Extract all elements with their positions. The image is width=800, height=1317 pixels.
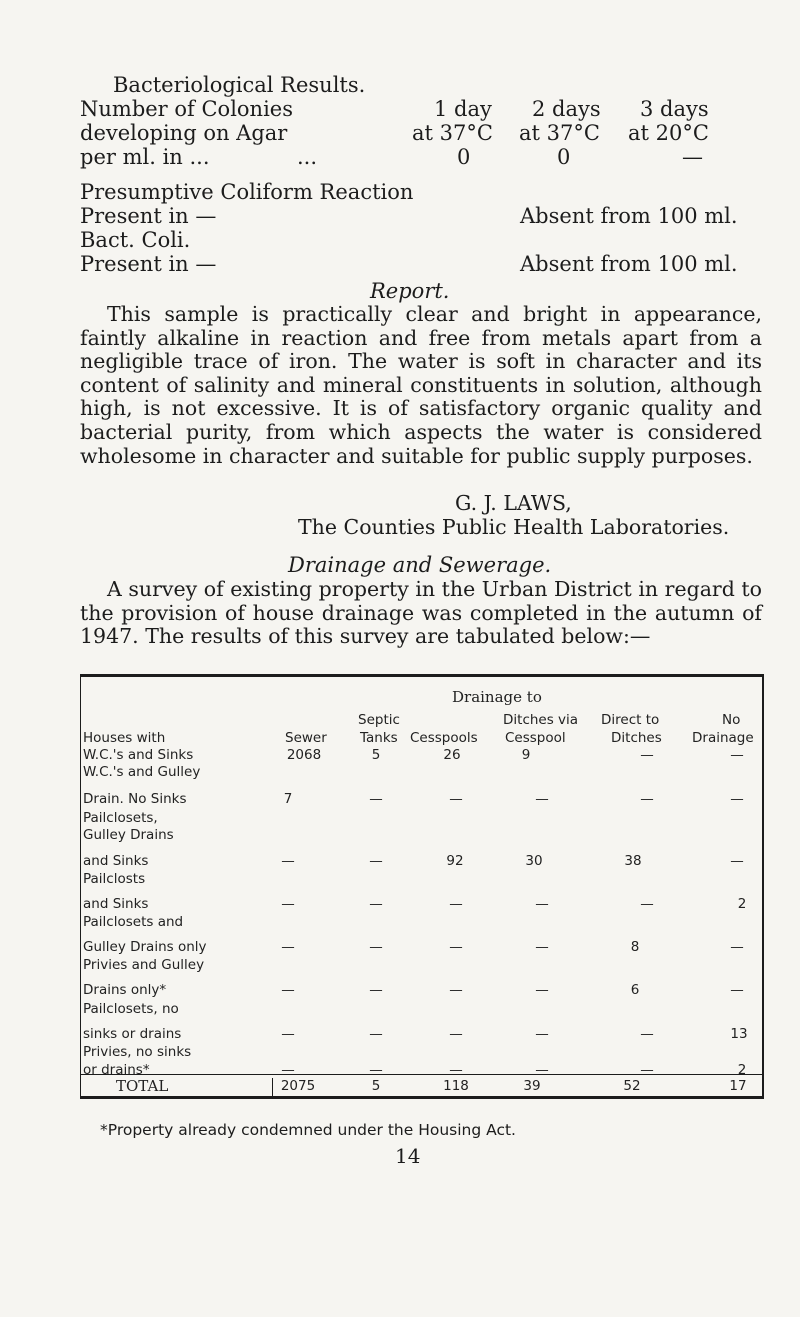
colonies-label-3: per ml. in ... xyxy=(80,145,210,169)
cell-r2-sewer: 7 xyxy=(283,791,293,807)
row-label-3-line2: Gulley Drains xyxy=(83,827,174,843)
cell-r8-no-drainage: 2 xyxy=(737,1062,747,1078)
cell-r4-septic: — xyxy=(369,896,383,912)
table-group-header: Drainage to xyxy=(452,688,542,706)
cell-r4-direct-ditches: — xyxy=(640,896,654,912)
table-left-rule xyxy=(80,677,81,1098)
colonies-label-2: developing on Agar xyxy=(80,121,288,145)
cell-r2-ditches-cesspool: — xyxy=(535,791,549,807)
col-header-ditches-line1: Ditches via xyxy=(503,712,579,728)
cell-r5-direct-ditches: 8 xyxy=(630,939,640,955)
cell-r5-ditches-cesspool: — xyxy=(535,939,549,955)
total-sewer: 2075 xyxy=(280,1078,316,1094)
table-row-header: Houses with xyxy=(83,730,166,746)
cell-r2-septic: — xyxy=(369,791,383,807)
report-organisation: The Counties Public Health Laboratories. xyxy=(298,515,730,539)
cell-r4-sewer: — xyxy=(281,896,295,912)
row-label-7-line1: Pailclosets, no xyxy=(83,1001,179,1017)
col2-header-line2: at 37°C xyxy=(519,121,600,145)
row-label-4-line2: and Sinks xyxy=(83,896,149,912)
row-label-3-line1: Pailclosets, xyxy=(83,810,158,826)
cell-r1-direct-ditches: — xyxy=(640,747,654,763)
cell-r3-no-drainage: — xyxy=(730,853,744,869)
row-label-1-line1: W.C.'s and Sinks xyxy=(83,747,194,763)
cell-r1-cesspools: 26 xyxy=(443,747,461,763)
table-top-rule xyxy=(80,674,764,677)
cell-r5-sewer: — xyxy=(281,939,295,955)
cell-r5-cesspools: — xyxy=(449,939,463,955)
drainage-body xyxy=(80,578,762,649)
cell-r6-septic: — xyxy=(369,982,383,998)
row-label-3-line3: and Sinks xyxy=(83,853,149,869)
cell-r7-ditches-cesspool: — xyxy=(535,1026,549,1042)
col-header-cesspools: Cesspools xyxy=(410,730,478,746)
cell-r7-no-drainage: 13 xyxy=(730,1026,748,1042)
report-paragraph: This sample is practically clear and bright in appearance, faintly alkaline in reaction and free from metals apart from a negligible trace of iron. The water is soft in character and its content of salinity and mineral constituents in solution, although high, is not excessive. It is of satisfactory organic quality and bacterial purity, from which aspects the water is considered wholesome in character and suitable for public supply purposes. xyxy=(80,302,762,468)
page-number: 14 xyxy=(395,1144,421,1168)
cell-r6-cesspools: — xyxy=(449,982,463,998)
drainage-paragraph: A survey of existing property in the Urban District in regard to the provision of house drainage was completed in the autumn of 1947. The results of this survey are tabulated below:— xyxy=(80,577,762,649)
cell-r1-no-drainage: — xyxy=(730,747,744,763)
cell-r1-ditches-cesspool: 9 xyxy=(521,747,531,763)
cell-r6-direct-ditches: 6 xyxy=(630,982,640,998)
report-heading: Report. xyxy=(370,279,450,303)
total-direct-ditches: 52 xyxy=(623,1078,641,1094)
colony-value-2: 0 xyxy=(557,145,571,169)
bact-present-label: Present in — xyxy=(80,252,217,276)
cell-r7-septic: — xyxy=(369,1026,383,1042)
col1-header-line1: 1 day xyxy=(434,97,492,121)
col-header-direct-line1: Direct to xyxy=(601,712,660,728)
row-label-2-line2: Drain. No Sinks xyxy=(83,791,187,807)
row-label-2-line1: W.C.'s and Gulley xyxy=(83,764,201,780)
row-label-7-line2: sinks or drains xyxy=(83,1026,182,1042)
cell-r7-sewer: — xyxy=(281,1026,295,1042)
col3-header-line2: at 20°C xyxy=(628,121,709,145)
coliform-heading: Presumptive Coliform Reaction xyxy=(80,180,414,204)
col2-header-line1: 2 days xyxy=(532,97,601,121)
cell-r4-no-drainage: 2 xyxy=(737,896,747,912)
cell-r3-sewer: — xyxy=(281,853,295,869)
row-label-6-line2: Drains only* xyxy=(83,982,167,998)
col-header-nodrain-line2: Drainage xyxy=(692,730,754,746)
col-header-septic-line1: Septic xyxy=(358,712,400,728)
colony-value-1: 0 xyxy=(457,145,471,169)
cell-r1-sewer: 2068 xyxy=(286,747,322,763)
report-body xyxy=(80,303,762,468)
col-header-nodrain-line1: No xyxy=(722,712,741,728)
col-header-sewer: Sewer xyxy=(285,730,327,746)
row-label-5-line2: Gulley Drains only xyxy=(83,939,207,955)
total-no-drainage: 17 xyxy=(729,1078,747,1094)
row-label-6-line1: Privies and Gulley xyxy=(83,957,205,973)
total-label: TOTAL xyxy=(116,1077,169,1095)
footnote: *Property already condemned under the Housing Act. xyxy=(100,1121,516,1139)
cell-r8-septic: — xyxy=(369,1062,383,1078)
cell-r8-ditches-cesspool: — xyxy=(535,1062,549,1078)
cell-r8-sewer: — xyxy=(281,1062,295,1078)
col1-header-line2: at 37°C xyxy=(412,121,493,145)
coliform-result: Absent from 100 ml. xyxy=(520,204,738,228)
cell-r3-septic: — xyxy=(369,853,383,869)
col-header-direct-line2: Ditches xyxy=(611,730,662,746)
cell-r6-sewer: — xyxy=(281,982,295,998)
cell-r7-direct-ditches: — xyxy=(640,1026,654,1042)
report-signatory: G. J. LAWS, xyxy=(455,491,572,515)
cell-r2-no-drainage: — xyxy=(730,791,744,807)
cell-r6-ditches-cesspool: — xyxy=(535,982,549,998)
row-label-5-line1: Pailclosets and xyxy=(83,914,184,930)
col-header-septic-line2: Tanks xyxy=(360,730,398,746)
cell-r5-septic: — xyxy=(369,939,383,955)
cell-r6-no-drainage: — xyxy=(730,982,744,998)
cell-r3-cesspools: 92 xyxy=(446,853,464,869)
bact-coli-label: Bact. Coli. xyxy=(80,228,191,252)
colony-value-3: — xyxy=(682,145,703,169)
total-ditches-cesspool: 39 xyxy=(523,1078,541,1094)
total-cesspools: 118 xyxy=(443,1078,469,1094)
colonies-label-1: Number of Colonies xyxy=(80,97,294,121)
cell-r4-ditches-cesspool: — xyxy=(535,896,549,912)
cell-r4-cesspools: — xyxy=(449,896,463,912)
col-header-ditches-line2: Cesspool xyxy=(505,730,566,746)
row-label-4-line1: Pailclosts xyxy=(83,871,146,887)
cell-r2-direct-ditches: — xyxy=(640,791,654,807)
cell-r8-direct-ditches: — xyxy=(640,1062,654,1078)
bact-result: Absent from 100 ml. xyxy=(520,252,738,276)
table-bottom-rule xyxy=(80,1096,764,1099)
cell-r3-direct-ditches: 38 xyxy=(624,853,642,869)
cell-r7-cesspools: — xyxy=(449,1026,463,1042)
cell-r8-cesspools: — xyxy=(449,1062,463,1078)
colonies-dots: ... xyxy=(297,145,318,169)
cell-r2-cesspools: — xyxy=(449,791,463,807)
row-label-8-line2: or drains* xyxy=(83,1062,150,1078)
coliform-present-label: Present in — xyxy=(80,204,217,228)
bacteriology-heading: Bacteriological Results. xyxy=(113,73,366,97)
cell-r5-no-drainage: — xyxy=(730,939,744,955)
cell-r3-ditches-cesspool: 30 xyxy=(525,853,543,869)
col3-header-line1: 3 days xyxy=(640,97,709,121)
drainage-heading: Drainage and Sewerage. xyxy=(288,553,552,577)
row-label-8-line1: Privies, no sinks xyxy=(83,1044,192,1060)
total-septic: 5 xyxy=(371,1078,381,1094)
cell-r1-septic: 5 xyxy=(371,747,381,763)
